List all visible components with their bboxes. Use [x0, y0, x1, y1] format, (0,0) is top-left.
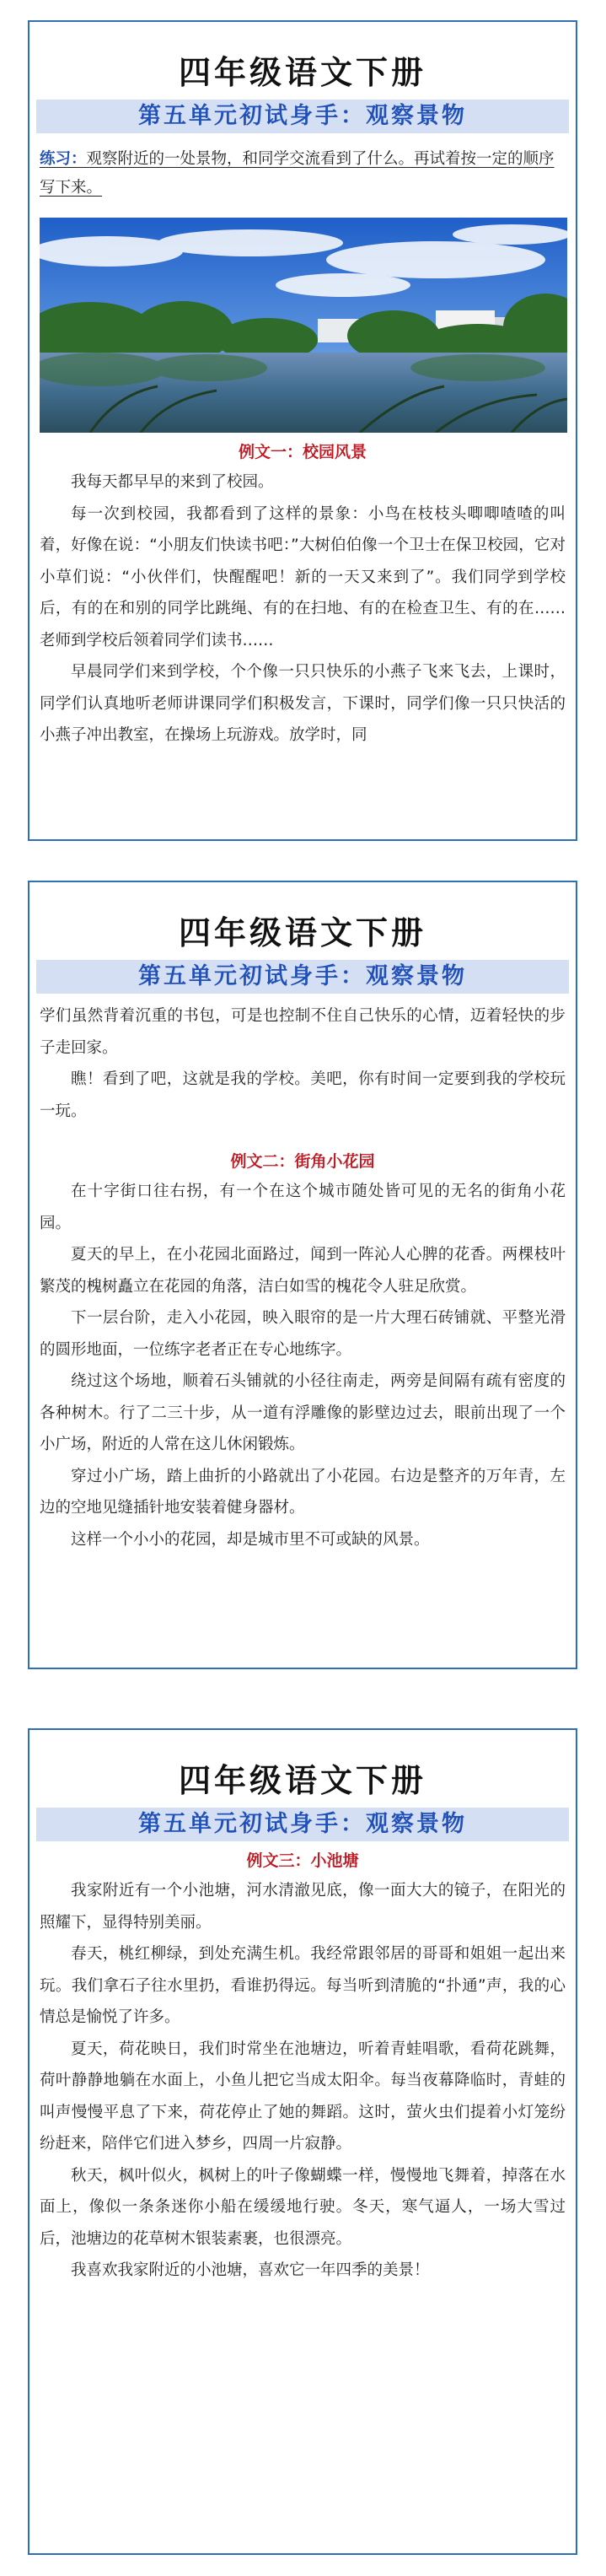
paragraph: 穿过小广场，踏上曲折的小路就出了小花园。右边是整齐的万年青，左边的空地见缝插针地安装着健身器材。: [40, 1467, 566, 1517]
unit-subtitle: 第五单元初试身手：观察景物: [36, 960, 569, 994]
page-title: 四年级语文下册: [178, 913, 426, 951]
page-title: 四年级语文下册: [178, 1761, 426, 1799]
page-title: 四年级语文下册: [178, 53, 426, 91]
example-body: [40, 466, 566, 752]
paragraph: 我每天都早早的来到了校园。: [71, 473, 274, 491]
paragraph: 绕过这个场地，顺着石头铺就的小径往南走，两旁是间隔有疏有密度的各种树木。行了二三十步，从一道有浮雕像的影壁边过去，眼前出现了一个小广场，附近的人常在这儿休闲锻炼。: [40, 1372, 566, 1453]
paragraph: 我喜欢我家附近的小池塘，喜欢它一年四季的美景！: [71, 2261, 430, 2279]
unit-subtitle: 第五单元初试身手：观察景物: [36, 100, 569, 133]
exercise-prompt: [40, 145, 566, 202]
continued-body: [40, 1000, 566, 1127]
paragraph: 夏天，荷花映日，我们时常坐在池塘边，听着青蛙唱歌，看荷花跳舞，荷叶静静地躺在水面上，小鱼儿把它当成太阳伞。每当夜幕降临时，青蛙的叫声慢慢平息了下来，荷花停止了她的舞蹈。这时，萤火虫们提着小灯笼纷纷赶来，陪伴它们进入梦乡，四周一片寂静。: [40, 2040, 566, 2153]
paragraph: 早晨同学们来到学校，个个像一只只快乐的小燕子飞来飞去，上课时，同学们认真地听老师讲课同学们积极发言，下课时，同学们像一只只快活的小燕子冲出教室，在操场上玩游戏。放学时，同: [40, 663, 566, 744]
page-card-2: [28, 881, 577, 1669]
page-card-1: [28, 20, 577, 841]
campus-lake-photo: [40, 218, 566, 433]
paragraph: 学们虽然背着沉重的书包，可是也控制不住自己快乐的心情，迈着轻快的步子走回家。: [40, 1007, 566, 1057]
exercise-label: 练习：: [40, 150, 87, 168]
paragraph: 春天，桃红柳绿，到处充满生机。我经常跟邻居的哥哥和姐姐一起出来玩。我们拿石子往水里扔，看谁扔得远。每当听到清脆的“扑通”声，我的心情总是愉悦了许多。: [40, 1945, 566, 2026]
page-card-3: [28, 1728, 577, 2555]
paragraph: 在十字街口往右拐，有一个在这个城市随处皆可见的无名的街角小花园。: [40, 1183, 566, 1232]
example-title: 例文二：街角小花园: [230, 1152, 375, 1171]
campus-lake-illustration: [40, 218, 567, 433]
paragraph: 夏天的早上，在小花园北面路过，闻到一阵沁人心脾的花香。两棵枝叶繁茂的槐树矗立在花园的角落，洁白如雪的槐花令人驻足欣赏。: [40, 1246, 566, 1296]
unit-subtitle: 第五单元初试身手：观察景物: [36, 1808, 569, 1841]
exercise-text: 观察附近的一处景物，和同学交流看到了什么。再试着按一定的顺序写下来。: [40, 150, 555, 197]
example-body: [40, 1875, 566, 2287]
paragraph: 我家附近有一个小池塘，河水清澈见底，像一面大大的镜子，在阳光的照耀下，显得特别美丽。: [40, 1882, 566, 1932]
example-title: 例文一：校园风景: [238, 443, 367, 461]
example-body: [40, 1176, 566, 1555]
paragraph: 瞧！看到了吧，这就是我的学校。美吧，你有时间一定要到我的学校玩一玩。: [40, 1070, 566, 1120]
paragraph: 每一次到校园，我都看到了这样的景象：小鸟在枝枝头唧唧喳喳的叫着，好像在说：“小朋友们快读书吧：”大树伯伯像一个卫士在保卫校园，它对小草们说：“小伙伴们，快醒醒吧！新的一天又来到了”。我们同学到学校后，有的在和别的同学比跳绳、有的在扫地、有的在检查卫生、有的在……老师到学校后领着同学们读书……: [40, 504, 566, 649]
paragraph: 下一层台阶，走入小花园，映入眼帘的是一片大理石砖铺就、平整光滑的圆形地面，一位练字老者正在专心地练字。: [40, 1309, 566, 1359]
paragraph: 秋天，枫叶似火，枫树上的叶子像蝴蝶一样，慢慢地飞舞着，掉落在水面上，像似一条条迷你小船在缓缓地行驶。冬天，寒气逼人，一场大雪过后，池塘边的花草树木银装素裹，也很漂亮。: [40, 2166, 566, 2248]
paragraph: 这样一个小小的花园，却是城市里不可或缺的风景。: [71, 1530, 430, 1549]
example-title: 例文三：小池塘: [246, 1851, 359, 1870]
